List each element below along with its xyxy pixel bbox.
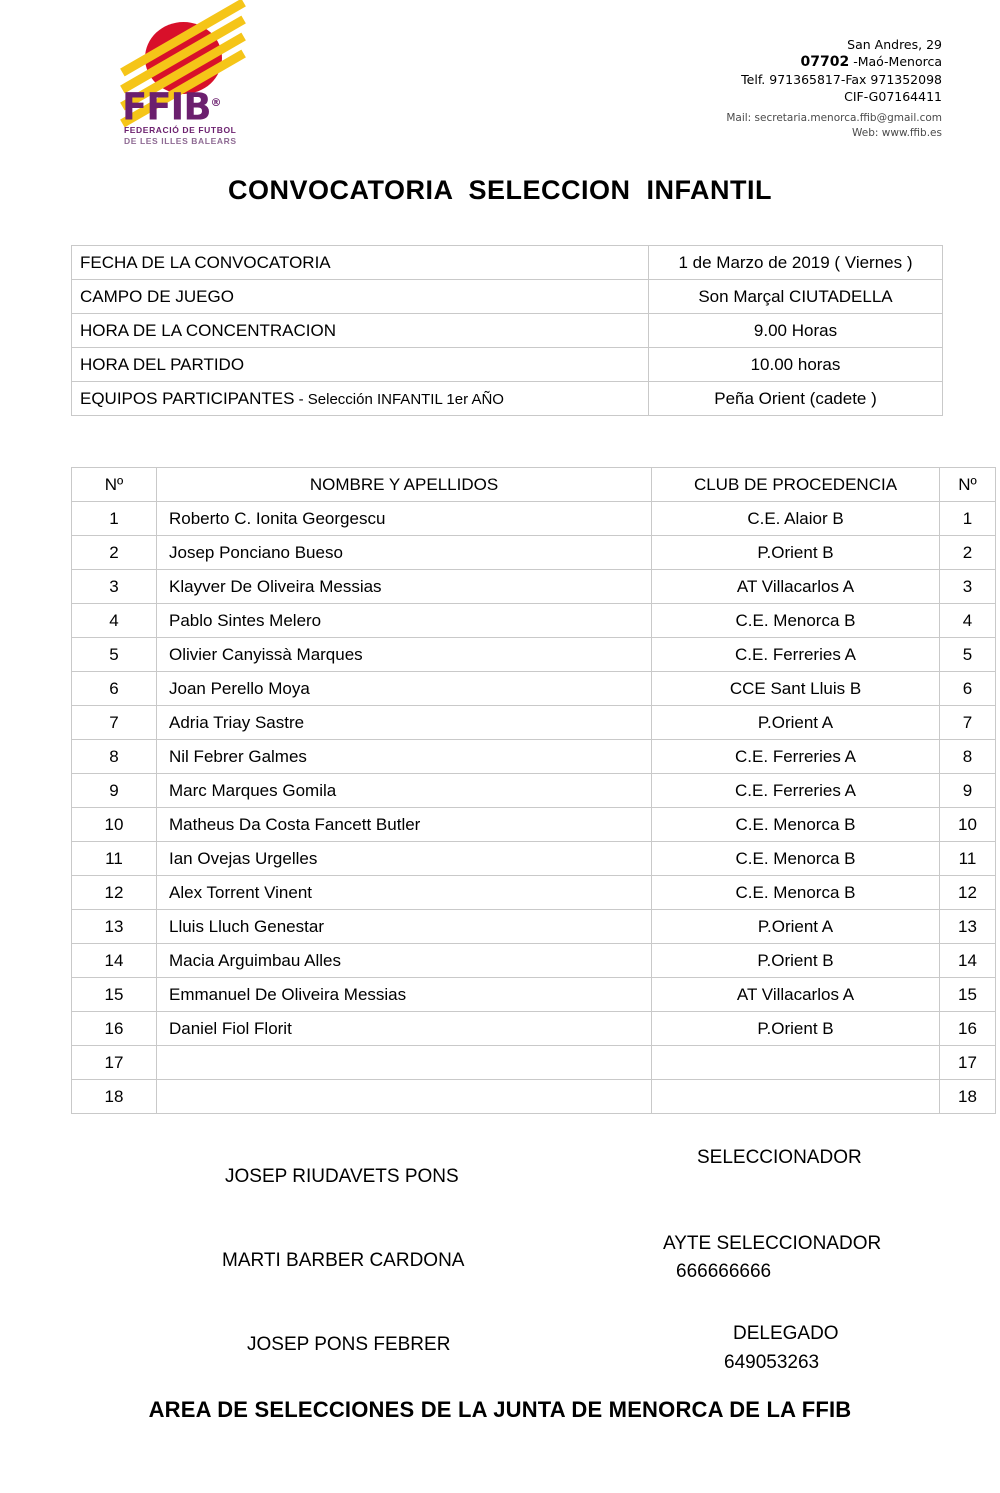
address-city: -Maó-Menorca [853, 54, 942, 69]
cell-num-left: 3 [72, 570, 157, 604]
players-header-row [72, 468, 996, 502]
info-value: Son Marçal CIUTADELLA [649, 280, 943, 314]
cell-num-left: 16 [72, 1012, 157, 1046]
info-value: 10.00 horas [649, 348, 943, 382]
header-address-block [726, 36, 942, 141]
cell-club: P.Orient B [652, 536, 940, 570]
table-row [72, 944, 996, 978]
cell-num-left: 5 [72, 638, 157, 672]
table-row [72, 1012, 996, 1046]
cell-num-right: 17 [940, 1046, 996, 1080]
cell-player-name: Nil Febrer Galmes [157, 740, 652, 774]
cell-num-left: 1 [72, 502, 157, 536]
players-table [71, 467, 996, 1114]
table-row [72, 536, 996, 570]
page-footer: AREA DE SELECCIONES DE LA JUNTA DE MENORCA DE LA FFIB [148, 1397, 852, 1422]
cell-num-right: 15 [940, 978, 996, 1012]
cell-num-right: 10 [940, 808, 996, 842]
cell-num-left: 13 [72, 910, 157, 944]
cell-num-left: 12 [72, 876, 157, 910]
signatures-section [0, 1140, 1000, 1380]
info-value: Peña Orient (cadete ) [649, 382, 943, 416]
cell-player-name: Olivier Canyissà Marques [157, 638, 652, 672]
cell-player-name: Roberto C. Ionita Georgescu [157, 502, 652, 536]
header-num-right: Nº [940, 468, 996, 502]
cell-player-name: Joan Perello Moya [157, 672, 652, 706]
signature-role: SELECCIONADOR [697, 1147, 862, 1168]
info-label-text: CAMPO DE JUEGO [80, 286, 234, 306]
cell-club: P.Orient B [652, 1012, 940, 1046]
convocatoria-info-table [71, 245, 943, 416]
cell-club: AT Villacarlos A [652, 978, 940, 1012]
cell-num-right: 12 [940, 876, 996, 910]
address-cif: CIF-G07164411 [844, 89, 942, 104]
info-label [72, 314, 649, 348]
info-label-text: HORA DE LA CONCENTRACION [80, 320, 336, 340]
signature-row [0, 1308, 1000, 1388]
table-row [72, 808, 996, 842]
cell-num-left: 18 [72, 1080, 157, 1114]
table-row [72, 1080, 996, 1114]
info-label-suffix: - Selección INFANTIL 1er AÑO [294, 390, 504, 408]
ffib-wordmark [122, 85, 262, 129]
cell-num-left: 10 [72, 808, 157, 842]
table-row [72, 842, 996, 876]
info-row [72, 280, 943, 314]
ffib-subtitle-line1: FEDERACIÓ DE FUTBOL [124, 125, 237, 135]
cell-club: C.E. Menorca B [652, 876, 940, 910]
cell-num-left: 4 [72, 604, 157, 638]
signature-phone: 666666666 [676, 1261, 772, 1282]
cell-num-left: 8 [72, 740, 157, 774]
cell-player-name: Marc Marques Gomila [157, 774, 652, 808]
cell-player-name: Matheus Da Costa Fancett Butler [157, 808, 652, 842]
address-city-line [726, 53, 942, 71]
signature-name: JOSEP PONS FEBRER [247, 1334, 451, 1355]
address-mail: Mail: secretaria.menorca.ffib@gmail.com [726, 112, 942, 124]
cell-num-left: 11 [72, 842, 157, 876]
address-street: San Andres, 29 [847, 37, 942, 52]
ffib-ball-icon [145, 22, 222, 94]
address-postal-code: 07702 [800, 54, 850, 70]
table-row [72, 740, 996, 774]
cell-num-right: 9 [940, 774, 996, 808]
cell-num-right: 11 [940, 842, 996, 876]
cell-num-left: 14 [72, 944, 157, 978]
signature-row [0, 1140, 1000, 1220]
table-row [72, 1046, 996, 1080]
signature-role: DELEGADO [733, 1323, 839, 1344]
signature-role: AYTE SELECCIONADOR [663, 1233, 882, 1254]
cell-club: AT Villacarlos A [652, 570, 940, 604]
info-label [72, 382, 649, 416]
info-value: 9.00 Horas [649, 314, 943, 348]
table-row [72, 910, 996, 944]
cell-club: C.E. Ferreries A [652, 638, 940, 672]
cell-num-right: 4 [940, 604, 996, 638]
table-row [72, 604, 996, 638]
cell-club: CCE Sant Lluis B [652, 672, 940, 706]
table-row [72, 774, 996, 808]
cell-num-left: 6 [72, 672, 157, 706]
table-row [72, 672, 996, 706]
cell-num-right: 3 [940, 570, 996, 604]
cell-num-right: 13 [940, 910, 996, 944]
signature-name: MARTI BARBER CARDONA [222, 1250, 465, 1271]
cell-club [652, 1080, 940, 1114]
header-name: NOMBRE Y APELLIDOS [157, 468, 652, 502]
table-row [72, 570, 996, 604]
cell-num-right: 2 [940, 536, 996, 570]
info-value: 1 de Marzo de 2019 ( Viernes ) [649, 246, 943, 280]
cell-club: C.E. Alaior B [652, 502, 940, 536]
players-table-body [72, 502, 996, 1114]
cell-club: C.E. Ferreries A [652, 774, 940, 808]
cell-player-name: Daniel Fiol Florit [157, 1012, 652, 1046]
cell-player-name: Macia Arguimbau Alles [157, 944, 652, 978]
cell-num-right: 7 [940, 706, 996, 740]
cell-club: P.Orient A [652, 706, 940, 740]
table-row [72, 638, 996, 672]
cell-num-left: 17 [72, 1046, 157, 1080]
table-row [72, 876, 996, 910]
address-phone-fax: Telf. 971365817-Fax 971352098 [741, 72, 942, 87]
header-club: CLUB DE PROCEDENCIA [652, 468, 940, 502]
address-web: Web: www.ffib.es [852, 127, 942, 139]
cell-club: P.Orient A [652, 910, 940, 944]
cell-num-right: 16 [940, 1012, 996, 1046]
cell-player-name: Adria Triay Sastre [157, 706, 652, 740]
cell-num-left: 7 [72, 706, 157, 740]
cell-num-left: 9 [72, 774, 157, 808]
cell-club: C.E. Menorca B [652, 808, 940, 842]
signature-row [0, 1224, 1000, 1304]
signature-name: JOSEP RIUDAVETS PONS [225, 1166, 459, 1187]
cell-club: C.E. Menorca B [652, 604, 940, 638]
cell-num-left: 2 [72, 536, 157, 570]
info-row [72, 382, 943, 416]
info-label-text: HORA DEL PARTIDO [80, 354, 245, 374]
cell-club: P.Orient B [652, 944, 940, 978]
cell-player-name: Josep Ponciano Bueso [157, 536, 652, 570]
cell-num-right: 8 [940, 740, 996, 774]
cell-num-right: 14 [940, 944, 996, 978]
document-header [0, 0, 1000, 160]
info-label-text: FECHA DE LA CONVOCATORIA [80, 252, 331, 272]
cell-club [652, 1046, 940, 1080]
page-title: CONVOCATORIA SELECCION INFANTIL [227, 175, 772, 205]
info-label [72, 348, 649, 382]
table-row [72, 706, 996, 740]
signature-phone: 649053263 [724, 1352, 820, 1373]
cell-player-name: Emmanuel De Oliveira Messias [157, 978, 652, 1012]
info-label [72, 280, 649, 314]
info-label [72, 246, 649, 280]
cell-num-right: 1 [940, 502, 996, 536]
cell-player-name: Klayver De Oliveira Messias [157, 570, 652, 604]
cell-club: C.E. Ferreries A [652, 740, 940, 774]
cell-num-right: 18 [940, 1080, 996, 1114]
players-table-head [72, 468, 996, 502]
ffib-logo [122, 22, 262, 147]
cell-player-name: Pablo Sintes Melero [157, 604, 652, 638]
table-row [72, 978, 996, 1012]
cell-num-right: 6 [940, 672, 996, 706]
ffib-wordmark-text: FFIB [122, 85, 211, 129]
cell-player-name: Alex Torrent Vinent [157, 876, 652, 910]
info-label-text: EQUIPOS PARTICIPANTES [80, 388, 295, 408]
cell-player-name: Ian Ovejas Urgelles [157, 842, 652, 876]
ffib-subtitle-line2: DE LES ILLES BALEARS [124, 136, 237, 146]
cell-player-name [157, 1080, 652, 1114]
table-row [72, 502, 996, 536]
header-num-left: Nº [72, 468, 157, 502]
cell-player-name [157, 1046, 652, 1080]
registered-mark-icon: ® [210, 96, 221, 109]
info-row [72, 246, 943, 280]
info-row [72, 348, 943, 382]
cell-num-right: 5 [940, 638, 996, 672]
cell-club: C.E. Menorca B [652, 842, 940, 876]
cell-num-left: 15 [72, 978, 157, 1012]
info-table-body [72, 246, 943, 416]
info-row [72, 314, 943, 348]
cell-player-name: Lluis Lluch Genestar [157, 910, 652, 944]
